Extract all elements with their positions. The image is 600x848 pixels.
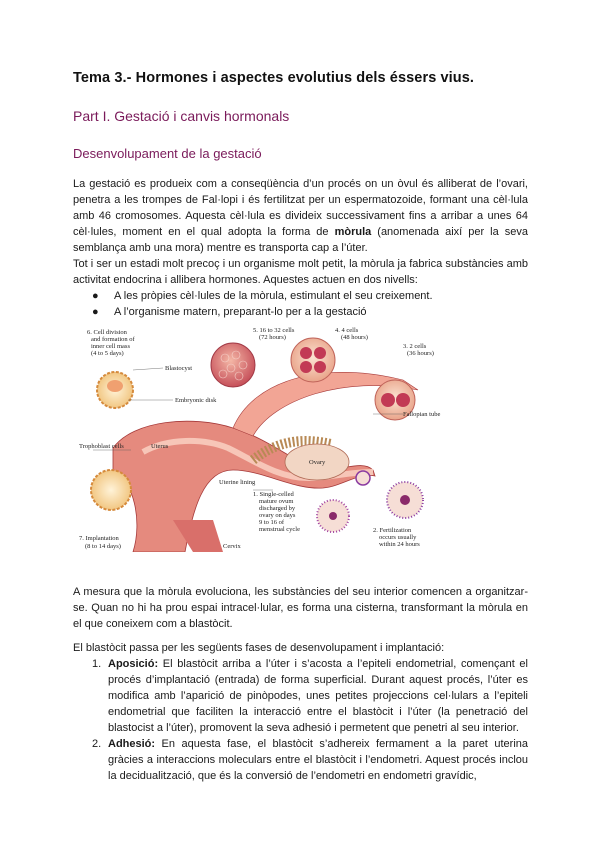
label-stage-5b: (72 hours) (259, 334, 286, 341)
label-stage-1b: mature ovum (259, 498, 294, 505)
label-stage-2c: within 24 hours (379, 541, 420, 548)
intro-bold-morula: mòrula (334, 226, 372, 238)
phase-name: Adhesió: (108, 738, 156, 750)
bullet-text: A l’organisme matern, preparant-lo per a la gestació (114, 306, 367, 318)
label-uterine-lining: Uterine lining (219, 479, 256, 486)
phase-number: 1. (92, 658, 102, 670)
phase-item (92, 656, 528, 736)
label-stage-6: 6. Cell division (87, 329, 127, 336)
label-embryonic-disk: Embryonic disk (175, 397, 217, 404)
bullet-text: A les pròpies cèl·lules de la mòrula, estimulant el seu creixement. (114, 290, 433, 302)
intro-text-a: La gestació es produeix com a conseqüència d’un procés on un òvul és alliberat de l’ovari, penetra a les trompes de Fal·lopi i és fertilitzat per un espermatozoide, formant una cèl·lula amb 46 cromosomes. Aquesta cèl·lula es divideix successivament fins a arribar a unes 64 cèl·lules, moment en el qual adopta la forma de (73, 178, 528, 238)
morula-cell (211, 343, 255, 387)
label-trophoblast: Trophoblast cells (79, 443, 124, 450)
label-stage-2: 2. Fertilization (373, 527, 412, 534)
phase-name: Aposició: (108, 658, 159, 670)
label-stage-3: 3. 2 cells (403, 343, 427, 350)
label-stage-2b: occurs usually (379, 534, 417, 541)
label-blastocyst: Blastocyst (165, 365, 193, 372)
label-stage-1: 1. Single-celled (253, 491, 294, 498)
four-cell-stage (291, 338, 335, 382)
label-fallopian-tube: Fallopian tube (403, 411, 441, 418)
label-stage-7b: (8 to 14 days) (85, 543, 121, 550)
after-figure-paragraph: A mesura que la mòrula evoluciona, les substàncies del seu interior comencen a organitzar-se. Quan no hi ha prou espai intracel·lular, es forma una cisterna, transformant la mòrula en el que coneixem com a blastòcit. (73, 586, 528, 630)
label-stage-3b: (36 hours) (407, 350, 434, 357)
label-stage-6b: and formation of (91, 336, 135, 343)
label-stage-4b: (48 hours) (341, 334, 368, 341)
phases-intro: El blastòcit passa per les següents fases de desenvolupament i implantació: (73, 642, 445, 654)
bullet-dot-icon: ● (92, 290, 99, 302)
label-cervix: Cervix (223, 543, 241, 550)
label-stage-1d: ovary on days (259, 512, 296, 519)
intro-paragraph-2: Tot i ser un estadi molt precoç i un organisme molt petit, la mòrula ja fabrica substàncies amb activitat endocrina i allibera hormones. Aquestes actuen en dos nivells: (73, 258, 528, 286)
phase-item (92, 736, 528, 784)
intro-text-b: (anomenada així per la seva semblança amb una mora) mentre es transporta cap a l’úter. (73, 226, 528, 254)
label-uterus: Uterus (151, 443, 169, 450)
label-stage-1c: discharged by (259, 505, 296, 512)
label-stage-1f: menstrual cycle (259, 526, 300, 533)
phase-number: 2. (92, 738, 102, 750)
phase-text: En aquesta fase, el blastòcit s’adhereix fermament a la paret uterina gràcies a interaccions moleculars entre el blastòcit i l’endometri. Aquest procés inclou la decidualització, que és la conversió de l’endometri en endometri gravídic, (108, 738, 528, 782)
released-ovum (356, 471, 370, 485)
phase-text: El blastòcit arriba a l’úter i s’acosta a l’epiteli endometrial, començant el procés d’implantació (entrada) de forma superficial. Durant aquest procés, l’úter es modifica amb l’aparició de pinòpodes, unes petites projeccions cel·lulars a l’epiteli endometrial que faciliten la interacció entre el blastòcit i l’úter (la penetració del blastocist a l’úter), promovent la seva adhesió i permetent que penetri al seu interior. (108, 658, 528, 734)
bullet-dot-icon: ● (92, 306, 99, 318)
document-title: Tema 3.- Hormones i aspectes evolutius dels éssers vius. (73, 70, 475, 86)
label-stage-6d: (4 to 5 days) (91, 350, 124, 357)
implanting-blastocyst (91, 470, 131, 510)
gestation-diagram (73, 320, 447, 552)
section-title: Desenvolupament de la gestació (73, 146, 262, 161)
label-stage-5: 5. 16 to 32 cells (253, 327, 295, 334)
label-stage-1e: 9 to 16 of (259, 519, 285, 526)
label-stage-4: 4. 4 cells (335, 327, 359, 334)
label-stage-7: 7. Implantation (79, 535, 119, 542)
inner-cell-mass (107, 380, 123, 392)
label-stage-6c: inner cell mass (91, 343, 130, 350)
intro-paragraph-1 (73, 176, 528, 256)
part-title: Part I. Gestació i canvis hormonals (73, 108, 290, 124)
label-ovary: Ovary (309, 459, 326, 466)
